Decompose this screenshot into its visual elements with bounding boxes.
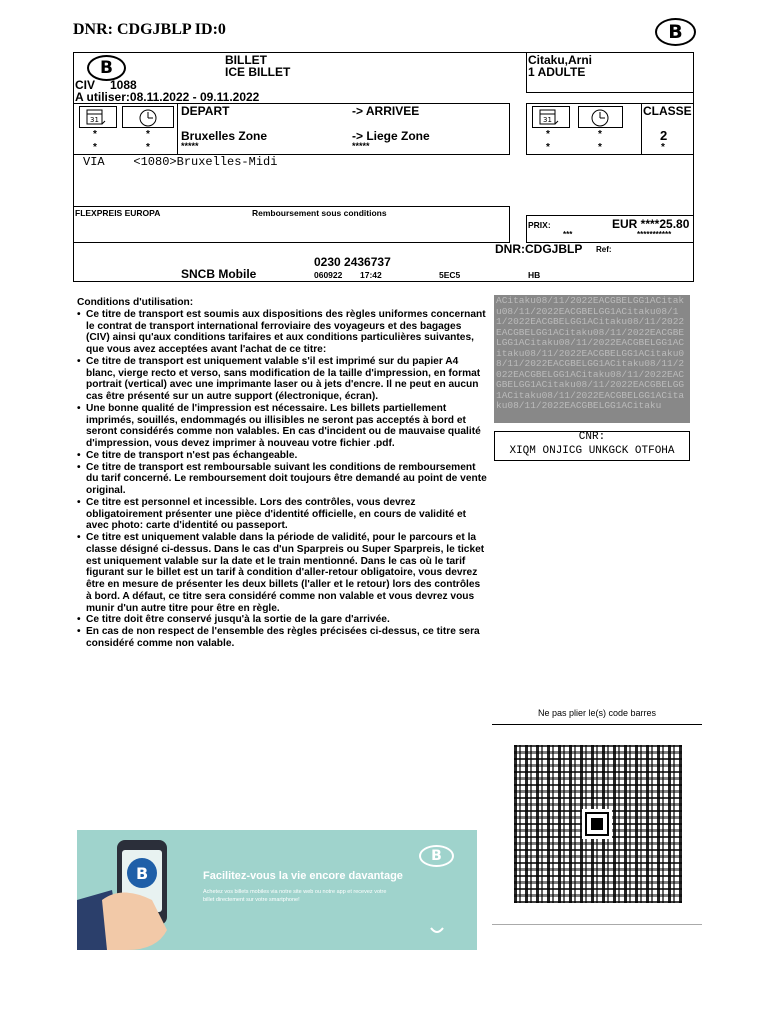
conditions-list <box>77 309 487 650</box>
condition-item: • Ce titre doit être conservé jusqu'à la sortie de la gare d'arrivée. <box>86 614 487 626</box>
time-star: * <box>146 142 150 153</box>
price-label: PRIX: <box>528 220 551 230</box>
banner-headline: Facilitez-vous la vie encore davantage <box>203 870 403 882</box>
promo-banner[interactable] <box>77 830 477 950</box>
origin-station: Bruxelles Zone <box>181 129 268 143</box>
sncb-logo-icon: B <box>655 18 696 46</box>
ref-label: Ref: <box>596 245 612 254</box>
clock-icon <box>578 106 623 128</box>
civ-code: 1088 <box>110 78 137 92</box>
calendar-icon <box>79 106 117 128</box>
condition-item: • En cas de non respect de l'ensemble des règles précisées ci-dessus, ce titre sera considéré comme non valable. <box>86 626 487 650</box>
validity-dates: A utiliser:08.11.2022 - 09.11.2022 <box>75 90 260 104</box>
svg-text:31: 31 <box>543 116 552 124</box>
class-value: 2 <box>660 128 668 143</box>
arrival-label: -> ARRIVEE <box>352 104 420 118</box>
time-star: * <box>598 129 602 140</box>
sales-channel: SNCB Mobile <box>181 267 257 281</box>
hologram-text: ACitaku08/11/2022EACGBELGG1ACitaku08/11/2022EACGBELGG1ACitaku08/11/2022EACGBELGG1ACitaku08/11/2022EACGBELGG1ACitaku08/11/2022EACGBELGG1ACitaku08/11/2022EACGBELGG1ACitaku08/11/2022EACGBELGG1ACitaku08/11/2022EACGBELGG1ACitaku08/11/2022EACGBELGG1ACitaku08/11/2022EACGBELGG1ACitaku08/11/2022EACGBELGG1ACitaku08/11/2022EACGBELGG1ACitaku08/11/2022EACGBELGG1ACitaku <box>496 295 685 411</box>
passenger-count: 1 ADULTE <box>528 65 586 79</box>
svg-text:B: B <box>136 864 149 883</box>
smile-icon <box>429 926 445 936</box>
date-star: * <box>546 142 550 153</box>
class-star: * <box>661 142 665 153</box>
civ-label: CIV <box>75 78 96 92</box>
price-stars-right: *********** <box>637 230 672 239</box>
depart-label: DEPART <box>181 104 230 118</box>
condition-item: • Ce titre de transport est remboursable suivant les conditions de remboursement du tarif concerné. Le remboursement doit toujours être demandé au point de vente original. <box>86 462 487 497</box>
no-fold-notice: Ne pas plier le(s) code barres <box>537 708 657 718</box>
barcode-center-core <box>591 818 603 830</box>
security-hologram <box>494 295 690 423</box>
condition-item: • Ce titre de transport est soumis aux dispositions des règles uniformes concernant le contrat de transport international ferroviaire des voyageurs et des bagages (CIV) ainsi qu'aux conditions tarifaires et aux conditions particulières suivantes, que vous avez acceptées avant l'achat de ce titre: <box>86 309 487 356</box>
clock-icon <box>122 106 174 128</box>
phone-number: 0230 2436737 <box>314 255 391 269</box>
destination-stars: ***** <box>352 141 370 151</box>
time-star: * <box>598 142 602 153</box>
origin-stars: ***** <box>181 141 199 151</box>
time-star: * <box>146 129 150 140</box>
class-label: CLASSE <box>643 104 692 118</box>
banner-logo-icon: B <box>419 845 454 867</box>
ticket-title-2: ICE BILLET <box>225 65 291 79</box>
destination-station: -> Liege Zone <box>352 129 430 143</box>
cnr-value: XIQM ONJICG UNKGCK OTFOHA <box>509 445 675 457</box>
condition-item: • Ce titre est personnel et incessible. Lors des contrôles, vous devrez obligatoirement présenter une pièce d'identité officielle, en cours de validité et avec photo: carte d'identité ou passeport. <box>86 497 487 532</box>
price-stars-left: *** <box>563 230 573 239</box>
issue-date: 060922 <box>314 270 343 280</box>
tariff-name: FLEXPREIS EUROPA <box>75 208 161 218</box>
issue-code: 5EC5 <box>439 270 461 280</box>
condition-item: • Une bonne qualité de l'impression est nécessaire. Les billets partiellement imprimés, souillés, endommagés ou illisibles ne seront pas acceptés à bord et seront considérés comme non valables. En cas d'incident ou de mauvaise qualité d'impression, vous devez imprimer à nouveau votre fichier .pdf. <box>86 403 487 450</box>
refund-conditions: Remboursement sous conditions <box>252 208 387 218</box>
hb-code: HB <box>528 270 541 280</box>
svg-text:31: 31 <box>90 116 99 124</box>
barcode-center <box>582 809 612 839</box>
conditions-title: Conditions d'utilisation: <box>77 297 194 308</box>
condition-item: • Ce titre est uniquement valable dans la période de validité, pour le parcours et la classe désigné ci-dessus. Dans le cas d'un Sparpreis ou Super Sparpreis, le ticket est uniquement valable sur la date et le train mentionné. Dans le cas où le tarif figurant sur le billet est un tarif à condition d'aller-retour obligatoire, vous devrez être en mesure de présenter les deux billets (l'aller et le retour) lors des contrôles à bord. A défaut, ce titre sera considéré comme non valable et vous devrez vous munir d'un autre titre pour être en règle. <box>86 532 487 614</box>
via-route: VIA <1080>Bruxelles-Midi <box>83 155 278 169</box>
date-star: * <box>546 129 550 140</box>
barcode-bottom-rule <box>492 924 702 925</box>
condition-item: • Ce titre de transport n'est pas échangeable. <box>86 450 487 462</box>
ticket-logo-icon: B <box>87 55 126 81</box>
phone-hand-icon <box>77 830 197 950</box>
dnr-header: DNR: CDGJBLP ID:0 <box>73 21 226 38</box>
ticket-title-1: BILLET <box>225 53 267 67</box>
calendar-icon <box>532 106 570 128</box>
issue-time: 17:42 <box>360 270 382 280</box>
condition-item: • Ce titre de transport est uniquement valable s'il est imprimé sur du papier A4 blanc, vierge recto et verso, sans modification de la taille d'impression, en format portrait (vertical) avec une imprimante laser ou à jets d'encre. Il ne peut en aucun cas être présenté sur un autre support (électronique, écran). <box>86 356 487 403</box>
conditions-section <box>77 297 487 650</box>
banner-body: Achetez vos billets mobiles via notre site web ou notre app et recevez votre billet directement sur votre smartphone! <box>203 889 387 903</box>
price-value: EUR ****25.80 <box>612 217 690 231</box>
passenger-name: Citaku,Arni <box>528 53 593 67</box>
cnr-label: CNR: <box>578 431 606 443</box>
date-star: * <box>93 142 97 153</box>
date-star: * <box>93 129 97 140</box>
aztec-barcode <box>514 745 682 903</box>
barcode-top-rule <box>492 724 702 725</box>
dnr-code: DNR:CDGJBLP <box>495 242 583 256</box>
